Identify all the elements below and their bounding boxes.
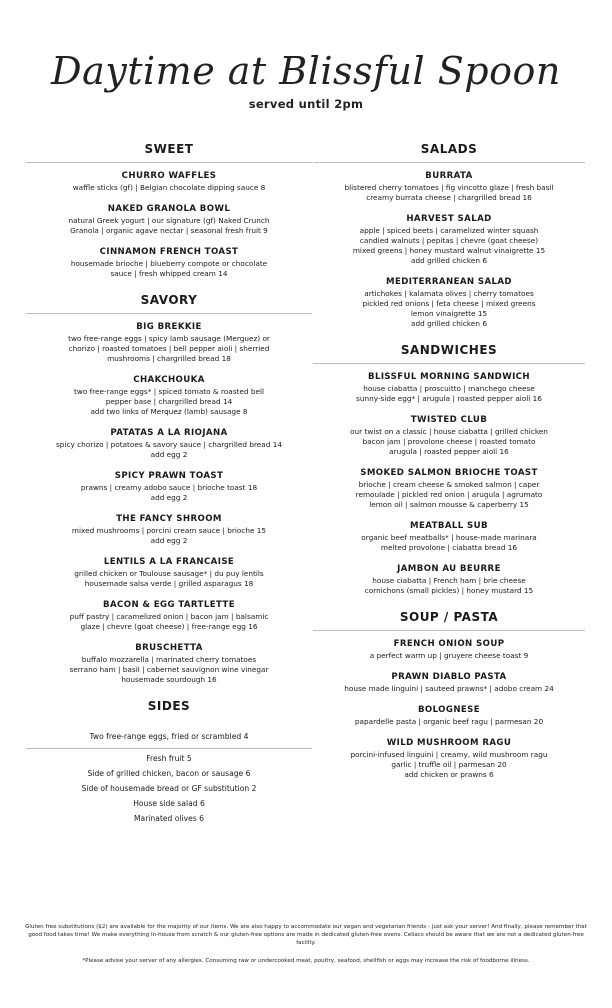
item-name: BURRATA: [425, 171, 473, 181]
menu-item: [26, 643, 312, 685]
item-name: FRENCH ONION SOUP: [393, 639, 505, 649]
item-description: housemade brioche | blueberry compote or chocolate sauce | fresh whipped cream 14: [70, 259, 268, 278]
item-name: BLISSFUL MORNING SANDWICH: [368, 372, 530, 382]
menu-item: [26, 247, 312, 279]
left-column: [26, 142, 312, 828]
menu-item: [313, 639, 585, 661]
item-name: TWISTED CLUB: [410, 415, 488, 425]
item-description: mixed mushrooms | porcini cream sauce | brioche 15 add egg 2: [71, 526, 267, 545]
item-description: grilled chicken or Toulouse sausage* | du puy lentils housemade salsa verde | grilled asparagus 18: [74, 569, 264, 588]
menu-item: [313, 705, 585, 727]
side-item: Marinated olives 6: [133, 814, 205, 823]
menu-item: [313, 521, 585, 553]
item-name: MEATBALL SUB: [410, 521, 488, 531]
side-item: Side of housemade bread or GF substitution 2: [81, 784, 257, 793]
side-item: Two free-range eggs, fried or scrambled 4: [26, 731, 312, 749]
sides-list: [26, 731, 312, 824]
menu-item: [313, 672, 585, 694]
menu-item: [26, 171, 312, 193]
item-description: natural Greek yogurt | our signature (gf) Naked Crunch Granola | organic agave nectar | seasonal fresh fruit 9: [68, 216, 270, 235]
side-item: House side salad 6: [133, 799, 205, 808]
menu-item: [26, 514, 312, 546]
item-description: artichokes | kalamata olives | cherry tomatoes pickled red onions | feta cheese | mixed greens lemon vinaigrette 15 add grilled chicken 6: [362, 289, 536, 328]
menu-item: [313, 171, 585, 203]
item-description: puff pastry | caramelized onion | bacon jam | balsamic glaze | chevre (goat cheese) | free-range egg 16: [69, 612, 269, 631]
item-name: BACON & EGG TARTLETTE: [103, 600, 235, 610]
item-description: porcini-infused linguini | creamy, wild mushroom ragu garlic | truffle oil | parmesan 20 add chicken or prawns 6: [350, 750, 548, 779]
item-name: LENTILS A LA FRANCAISE: [103, 557, 235, 567]
item-name: THE FANCY SHROOM: [116, 514, 222, 524]
item-name: PRAWN DIABLO PASTA: [391, 672, 507, 682]
menu-item: [26, 375, 312, 417]
menu-item: [26, 471, 312, 503]
menu-item: [26, 557, 312, 589]
item-description: a perfect warm up | gruyere cheese toast 9: [369, 651, 529, 660]
menu-item: [26, 204, 312, 236]
menu-item: [313, 277, 585, 329]
item-description: buffalo mozzarella | marinated cherry tomatoes serrano ham | basil | cabernet sauvignon wine vinegar housemade sourdough 16: [69, 655, 269, 684]
menu-subtitle: served until 2pm: [248, 97, 364, 111]
menu-title: Daytime at Blissful Spoon: [51, 49, 561, 93]
item-name: HARVEST SALAD: [406, 214, 492, 224]
menu-item: [313, 564, 585, 596]
menu-item: [26, 600, 312, 632]
item-description: two free-range eggs | spicy lamb sausage (Merguez) or chorizo | roasted tomatoes | bell pepper aioli | sherried mushrooms | chargrilled bread 18: [68, 334, 270, 363]
footer-note: Gluten free substitutions ($2) are available for the majority of our items. We are also happy to accommodate our vegan and vegetarian friends - just ask your server! And finally, please remember that good food takes time! We make everything in-house from scratch & our gluten-free options are made in dedicated gluten-free ovens. Celiacs should be aware that we are not a dedicated gluten-free facility.: [25, 924, 587, 946]
item-name: NAKED GRANOLA BOWL: [107, 204, 231, 214]
item-name: CINNAMON FRENCH TOAST: [99, 247, 239, 257]
item-name: WILD MUSHROOM RAGU: [386, 738, 512, 748]
menu-item: [313, 738, 585, 780]
section-title-sides: SIDES: [147, 699, 191, 713]
item-description: house ciabatta | French ham | brie cheese cornichons (small pickles) | honey mustard 15: [364, 576, 534, 595]
menu-item: [313, 214, 585, 266]
item-name: CHURRO WAFFLES: [121, 171, 217, 181]
item-description: papardelle pasta | organic beef ragu | parmesan 20: [354, 717, 544, 726]
menu-item: [313, 415, 585, 457]
section-title-sweet: SWEET: [26, 142, 312, 163]
menu-item: [313, 372, 585, 404]
menu-item: [313, 468, 585, 510]
side-item: Fresh fruit 5: [146, 754, 192, 763]
item-description: house made linguini | sauteed prawns* | adobo cream 24: [344, 684, 554, 693]
right-column: [313, 142, 585, 791]
item-name: JAMBON AU BEURRE: [397, 564, 501, 574]
item-description: organic beef meatballs* | house-made marinara melted provolone | ciabatta bread 16: [361, 533, 537, 552]
section-title-soup-pasta: SOUP / PASTA: [313, 610, 585, 631]
section-title-savory: SAVORY: [26, 293, 312, 314]
item-name: SPICY PRAWN TOAST: [114, 471, 224, 481]
item-description: our twist on a classic | house ciabatta | grilled chicken bacon jam | provolone cheese | roasted tomato arugula | roasted pepper aioli 16: [350, 427, 548, 456]
menu-item: [26, 428, 312, 460]
item-description: house ciabatta | proscuitto | manchego cheese sunny-side egg* | arugula | roasted pepper aioli 16: [356, 384, 542, 403]
section-title-sandwiches: SANDWICHES: [313, 343, 585, 364]
item-description: brioche | cream cheese & smoked salmon | caper remoulade | pickled red onion | arugula | agrumato lemon oil | salmon mousse & caperberry 15: [355, 480, 543, 509]
item-name: BIG BREKKIE: [136, 322, 202, 332]
allergy-note: *Please advise your server of any allergies. Consuming raw or undercooked meat, poultry, seafood, shellfish or eggs may increase the risk of foodborne illness.: [82, 958, 530, 964]
item-description: prawns | creamy adobo sauce | brioche toast 18 add egg 2: [80, 483, 258, 502]
section-title-salads: SALADS: [313, 142, 585, 163]
item-name: PATATAS A LA RIOJANA: [110, 428, 228, 438]
item-description: spicy chorizo | potatoes & savory sauce | chargrilled bread 14 add egg 2: [56, 440, 282, 459]
item-name: MEDITERRANEAN SALAD: [386, 277, 512, 287]
item-name: SMOKED SALMON BRIOCHE TOAST: [360, 468, 538, 478]
menu-item: [26, 322, 312, 364]
item-name: CHAKCHOUKA: [133, 375, 205, 385]
item-description: two free-range eggs* | spiced tomato & roasted bell pepper base | chargrilled bread 14 add two links of Merquez (lamb) sausage 8: [74, 387, 264, 416]
item-name: BOLOGNESE: [417, 705, 481, 715]
item-description: waffle sticks (gf) | Belgian chocolate dipping sauce 8: [72, 183, 266, 192]
item-name: BRUSCHETTA: [135, 643, 203, 653]
item-description: blistered cherry tomatoes | fig vincotto glaze | fresh basil creamy burrata cheese | chargrilled bread 16: [344, 183, 554, 202]
item-description: apple | spiced beets | caramelized winter squash candied walnuts | pepitas | chevre (goat cheese) mixed greens | honey mustard walnut vinaigrette 15 add grilled chicken 6: [352, 226, 546, 265]
side-item: Side of grilled chicken, bacon or sausage 6: [87, 769, 251, 778]
